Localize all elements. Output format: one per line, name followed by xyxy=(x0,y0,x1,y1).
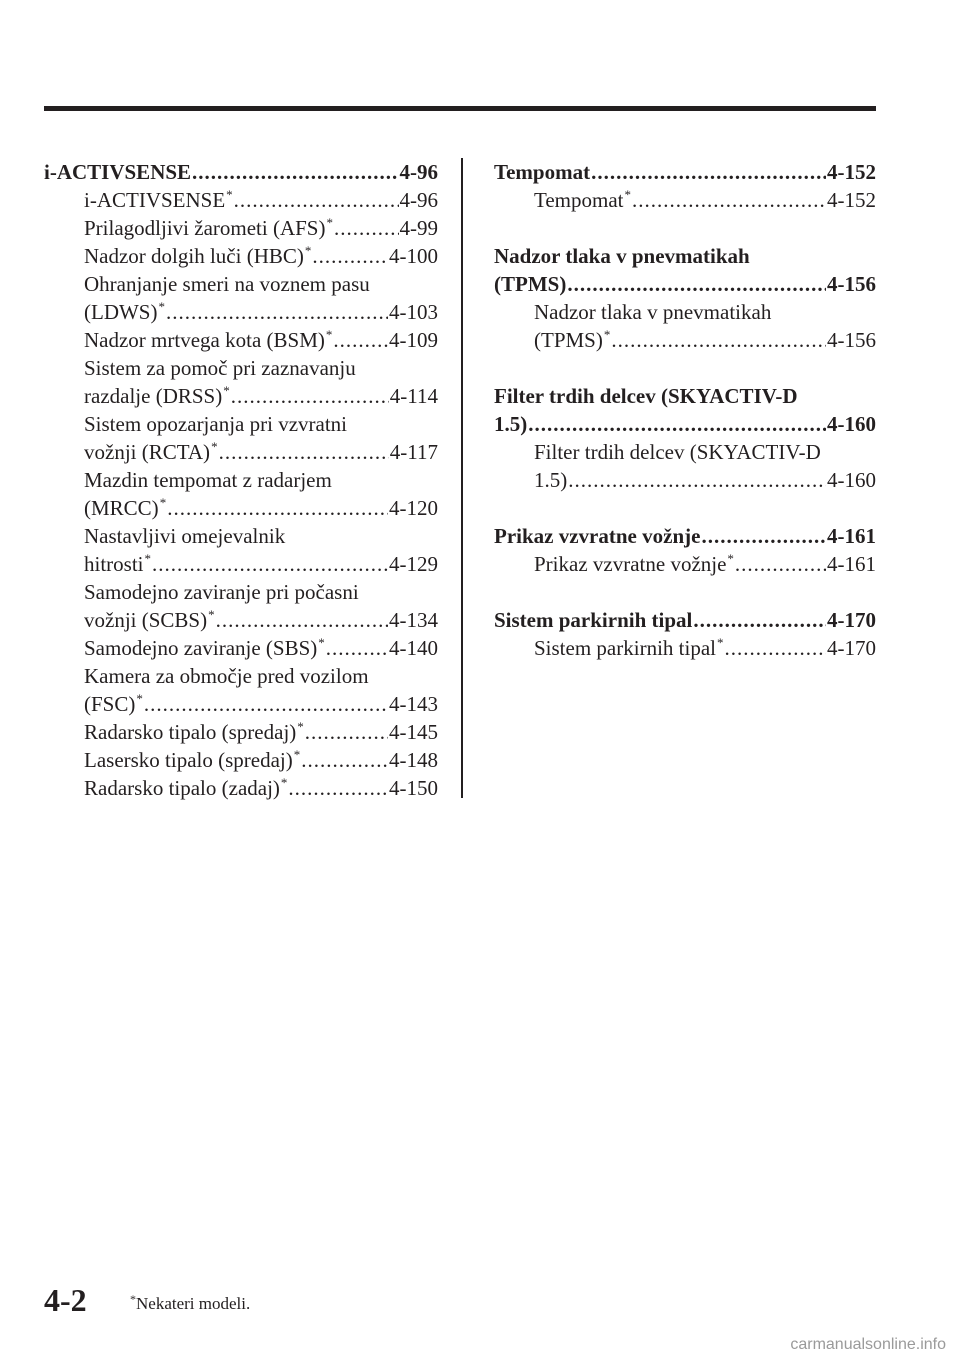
footnote-star: * xyxy=(158,299,165,314)
toc-entry-title: Filter trdih delcev (SKYACTIV-D xyxy=(494,384,798,408)
toc-entry[interactable] xyxy=(44,774,438,802)
dot-leader xyxy=(167,494,388,522)
toc-entry[interactable] xyxy=(44,718,438,746)
toc-entry-title: i-ACTIVSENSE xyxy=(44,160,192,184)
section-gap xyxy=(494,214,876,242)
dot-leader xyxy=(234,186,399,214)
toc-entry[interactable] xyxy=(44,298,438,326)
footnote-star: * xyxy=(136,691,143,706)
toc-entry[interactable] xyxy=(44,522,438,550)
toc-entry-title: razdalje (DRSS) xyxy=(84,384,223,408)
toc-entry[interactable] xyxy=(44,494,438,522)
toc-entry-title: Sistem za pomoč pri zaznavanju xyxy=(84,356,356,380)
toc-entry-title: Sistem opozarjanja pri vzvratni xyxy=(84,412,348,436)
dot-leader xyxy=(567,270,826,298)
toc-entry-title: Nadzor tlaka v pnevmatikah xyxy=(534,300,772,324)
toc-entry[interactable] xyxy=(494,298,876,326)
toc-heading[interactable] xyxy=(494,270,876,298)
footnote-star: * xyxy=(326,215,333,230)
toc-entry-title: Nadzor mrtvega kota (BSM) xyxy=(84,328,325,352)
toc-page-number: 4-117 xyxy=(389,440,438,464)
column-divider xyxy=(461,158,463,798)
toc-entry-title: (MRCC) xyxy=(84,496,159,520)
toc-entry[interactable] xyxy=(44,662,438,690)
footnote-star: * xyxy=(144,551,152,566)
toc-entry-title: 1.5) xyxy=(494,412,528,436)
toc-entry[interactable] xyxy=(494,634,876,662)
toc-page-number: 4-100 xyxy=(389,244,438,268)
toc-page-number: 4-156 xyxy=(827,328,876,352)
toc-entry-title: Samodejno zaviranje pri počasni xyxy=(84,580,359,604)
toc-page-number: 4-120 xyxy=(389,496,438,520)
toc-entry-title: Samodejno zaviranje (SBS) xyxy=(84,636,318,660)
toc-page-number: 4-145 xyxy=(389,720,438,744)
toc-heading[interactable] xyxy=(494,410,876,438)
toc-entry-title: i-ACTIVSENSE xyxy=(84,188,226,212)
dot-leader xyxy=(152,550,388,578)
toc-entry[interactable] xyxy=(44,550,438,578)
toc-entry-title: 1.5) xyxy=(534,468,568,492)
footnote-star: * xyxy=(226,187,233,202)
toc-heading[interactable] xyxy=(494,382,876,410)
footnote-star: * xyxy=(208,607,215,622)
toc-entry[interactable] xyxy=(44,466,438,494)
toc-entry-title: Tempomat xyxy=(494,160,591,184)
toc-page-number: 4-99 xyxy=(399,216,438,240)
toc-page-number: 4-109 xyxy=(389,328,438,352)
toc-entry-title: Filter trdih delcev (SKYACTIV-D xyxy=(534,440,821,464)
toc-entry-title: Nastavljivi omejevalnik xyxy=(84,524,286,548)
toc-entry[interactable] xyxy=(44,382,438,410)
toc-entry[interactable] xyxy=(494,438,876,466)
dot-leader xyxy=(735,550,826,578)
section-gap xyxy=(494,354,876,382)
toc-page-number: 4-143 xyxy=(389,692,438,716)
dot-leader xyxy=(305,718,388,746)
toc-entry[interactable] xyxy=(494,466,876,494)
toc-page-number: 4-152 xyxy=(827,188,876,212)
dot-leader xyxy=(144,690,388,718)
toc-heading[interactable] xyxy=(494,242,876,270)
dot-leader xyxy=(334,214,399,242)
toc-page-number: 4-114 xyxy=(389,384,438,408)
dot-leader xyxy=(701,522,826,550)
footnote-star: * xyxy=(297,719,304,734)
toc-entry-title: Prikaz vzvratne vožnje xyxy=(534,552,727,576)
toc-entry-title: (TPMS) xyxy=(534,328,603,352)
toc-page-number: 4-170 xyxy=(827,608,876,632)
toc-entry-title: (FSC) xyxy=(84,692,136,716)
toc-entry-title: Tempomat xyxy=(534,188,624,212)
dot-leader xyxy=(591,158,826,186)
toc-page-number: 4-170 xyxy=(827,636,876,660)
toc-entry[interactable] xyxy=(494,550,876,578)
toc-entry[interactable] xyxy=(44,214,438,242)
toc-entry[interactable] xyxy=(44,634,438,662)
toc-page-number: 4-152 xyxy=(827,160,876,184)
toc-page-number: 4-156 xyxy=(827,272,876,296)
toc-page-number: 4-96 xyxy=(399,188,438,212)
footnote-star: * xyxy=(223,383,230,398)
toc-entry-title: hitrosti xyxy=(84,552,144,576)
footnote-star: * xyxy=(325,327,333,342)
toc-entry-title: vožnji (SCBS) xyxy=(84,608,208,632)
toc-entry-title: Nadzor tlaka v pnevmatikah xyxy=(494,244,750,268)
toc-entry-title: Ohranjanje smeri na voznem pasu xyxy=(84,272,370,296)
toc-entry-title: vožnji (RCTA) xyxy=(84,440,211,464)
toc-entry[interactable] xyxy=(494,186,876,214)
toc-page-number: 4-150 xyxy=(389,776,438,800)
toc-entry-title: Nadzor dolgih luči (HBC) xyxy=(84,244,304,268)
toc-heading[interactable] xyxy=(494,522,876,550)
toc-entry[interactable] xyxy=(44,690,438,718)
toc-right-column xyxy=(494,158,876,662)
page-number: 4-2 xyxy=(44,1282,87,1318)
toc-page-number: 4-140 xyxy=(389,636,438,660)
dot-leader xyxy=(326,634,388,662)
footnote-star: * xyxy=(130,1292,136,1306)
toc-entry[interactable] xyxy=(44,438,438,466)
footnote-star: * xyxy=(318,635,325,650)
dot-leader xyxy=(288,774,388,802)
dot-leader xyxy=(632,186,826,214)
toc-entry[interactable] xyxy=(44,746,438,774)
dot-leader xyxy=(301,746,388,774)
toc-entry-title: (LDWS) xyxy=(84,300,158,324)
dot-leader xyxy=(166,298,388,326)
toc-left-column xyxy=(44,158,438,802)
toc-entry[interactable] xyxy=(44,242,438,270)
toc-heading[interactable] xyxy=(494,606,876,634)
toc-page-number: 4-134 xyxy=(389,608,438,632)
footnote-star: * xyxy=(293,747,301,762)
footnote-star: * xyxy=(727,551,734,566)
toc-entry[interactable] xyxy=(44,270,438,298)
watermark: carmanualsonline.info xyxy=(790,1336,946,1353)
toc-entry[interactable] xyxy=(44,578,438,606)
footnote-text: Nekateri modeli. xyxy=(136,1294,251,1313)
toc-entry[interactable] xyxy=(44,410,438,438)
dot-leader xyxy=(693,606,826,634)
toc-page-number: 4-161 xyxy=(827,552,876,576)
toc-heading[interactable] xyxy=(494,158,876,186)
dot-leader xyxy=(192,158,398,186)
toc-page-number: 4-96 xyxy=(399,160,438,184)
toc-entry[interactable] xyxy=(44,354,438,382)
toc-page-number: 4-161 xyxy=(827,524,876,548)
toc-page-number: 4-148 xyxy=(389,748,438,772)
toc-entry[interactable] xyxy=(44,186,438,214)
dot-leader xyxy=(333,326,388,354)
toc-entry[interactable] xyxy=(44,326,438,354)
dot-leader xyxy=(568,466,826,494)
toc-page-number: 4-103 xyxy=(389,300,438,324)
toc-page-number: 4-160 xyxy=(827,468,876,492)
toc-entry-title: Radarsko tipalo (zadaj) xyxy=(84,776,280,800)
footnote-star: * xyxy=(280,775,288,790)
toc-entry-title: Mazdin tempomat z radarjem xyxy=(84,468,332,492)
dot-leader xyxy=(724,634,826,662)
footnote-star: * xyxy=(716,635,724,650)
footnote-star: * xyxy=(603,327,611,342)
footnote-star: * xyxy=(304,243,312,258)
toc-heading[interactable] xyxy=(44,158,438,186)
dot-leader xyxy=(528,410,826,438)
toc-entry-title: Kamera za območje pred vozilom xyxy=(84,664,369,688)
footnote-star: * xyxy=(624,187,632,202)
dot-leader xyxy=(219,438,389,466)
toc-entry[interactable] xyxy=(44,606,438,634)
section-gap xyxy=(494,578,876,606)
section-gap xyxy=(494,494,876,522)
dot-leader xyxy=(611,326,826,354)
toc-entry-title: Prilagodljivi žarometi (AFS) xyxy=(84,216,326,240)
toc-entry-title: Prikaz vzvratne vožnje xyxy=(494,524,701,548)
toc-entry-title: Sistem parkirnih tipal xyxy=(494,608,693,632)
footnote-star: * xyxy=(211,439,218,454)
dot-leader xyxy=(312,242,388,270)
footnote-star: * xyxy=(159,495,167,510)
toc-entry-title: Lasersko tipalo (spredaj) xyxy=(84,748,293,772)
toc-page-number: 4-160 xyxy=(827,412,876,436)
toc-entry-title: Sistem parkirnih tipal xyxy=(534,636,716,660)
toc-page-number: 4-129 xyxy=(389,552,438,576)
dot-leader xyxy=(231,382,389,410)
footnote xyxy=(130,1294,250,1314)
top-rule xyxy=(44,106,876,111)
dot-leader xyxy=(216,606,388,634)
toc-entry-title: Radarsko tipalo (spredaj) xyxy=(84,720,297,744)
toc-entry-title: (TPMS) xyxy=(494,272,567,296)
toc-entry[interactable] xyxy=(494,326,876,354)
